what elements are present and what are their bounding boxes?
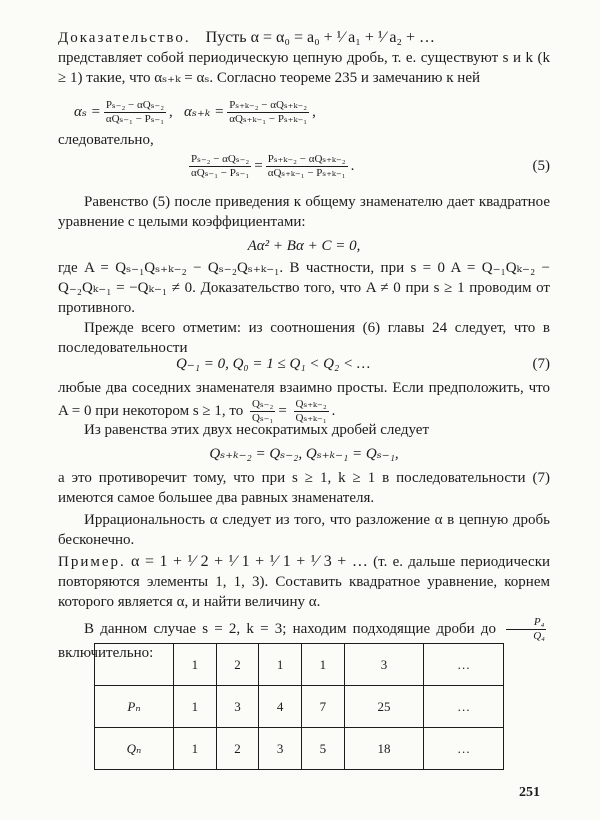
proof-paragraph-1: представляет собой периодическую цепную дробь, т. е. существуют s и k (k ≥ 1) такие, что αₛ₊ₖ = αₛ. Согласно теореме 235 и замечанию к ней (58, 50, 550, 86)
table-cell: 3 (344, 644, 424, 686)
equation-5: $\frac{\text{Pₛ₋₂ − αQₛ₋₂}}{\text{αQₛ₋₁ − Pₛ₋₁}}$ = $\frac{\text{Pₛ₊ₖ₋₂ − αQₛ₊ₖ₋₂}}{\text{αQₛ₊ₖ₋₁ − Pₛ₊ₖ₋₁}}$ . (5) (191, 152, 550, 179)
eq5-fraction-right (266, 153, 348, 180)
text6-numerator-left: Qₛ₋₂ (252, 398, 274, 410)
eq5-denominator-right: αQₛ₊ₖ₋₁ − Pₛ₊ₖ₋₁ (267, 166, 346, 179)
example-text-2-tail: включительно: (58, 645, 154, 661)
table-cell: 4 (259, 686, 302, 728)
table-cell: 5 (302, 728, 345, 770)
proof-paragraph-8: а это противоречит тому, что при s ≥ 1, k ≥ 1 в последовательности (7) имеются самое большее два равных знаменателя. (58, 470, 550, 506)
proof-paragraph-7: Из равенства этих двух несократимых дробей следует (84, 422, 429, 438)
eq1-right-denominator: αQₛ₊ₖ₋₁ − Pₛ₊ₖ₋₁ (229, 112, 308, 125)
eq5-numerator-left: Pₛ₋₂ − αQₛ₋₂ (191, 152, 250, 165)
proof-paragraph-9: Иррациональность α следует из того, что разложение α в цепную дробь бесконечно. (58, 512, 550, 548)
eq1-left-numerator: Pₛ₋₂ − αQₛ₋₂ (105, 98, 165, 111)
equation-7 (58, 352, 550, 376)
table-cell: 1 (174, 686, 217, 728)
table-cell: 1 (259, 644, 302, 686)
example-formula: α = 1 + ¹⁄ 2 + ¹⁄ 1 + ¹⁄ 1 + ¹⁄ 3 + … (131, 553, 368, 570)
table-cell: 2 (216, 728, 259, 770)
text6-denominator-left: Qₛ₋₁ (252, 412, 274, 424)
example-text-2: В данном случае s = 2, k = 3; находим подходящие дроби до (84, 620, 497, 637)
equation-alpha-s: αₛ = $\frac{\text{Pₛ₋₂ − αQₛ₋₂}}{\text{αQₛ₋₁ − Pₛ₋₁}}$ , αₛ₊ₖ = $\frac{\text{Pₛ₊ₖ₋₂ − αQₛ₊ₖ₋₂}}{\text{αQₛ₊ₖ₋₁ − Pₛ₊ₖ₋₁}}$ , (74, 98, 316, 125)
equal-denominators-text: Qₛ₊ₖ₋₂ = Qₛ₋₂, Qₛ₊ₖ₋₁ = Qₛ₋₁, (209, 446, 399, 462)
table-cell: … (424, 644, 504, 686)
eq5-fraction-left (189, 153, 251, 180)
table-header-row (95, 644, 504, 686)
quadratic-equation (58, 236, 550, 256)
example-paragraph (58, 552, 550, 612)
proof-paragraph-6: любые два соседних знаменателя взаимно просты. Если предположить, что A = 0 при некотором s ≥ 1, то $\frac{\text{Qₛ₋₂}}{\text{Qₛ₋₁}}$ = $\frac{\text{Qₛ₊ₖ₋₂}}{\text{Qₛ₊ₖ₋₁}}$ . (58, 380, 550, 424)
proof-paragraph-5: Прежде всего отметим: из соотношения (6) главы 24 следует, что в последовательности (58, 320, 550, 356)
p4-q4-fraction (505, 616, 547, 643)
equation-number-7: (7) (532, 356, 550, 372)
proof-heading: Доказательство. (58, 30, 191, 46)
table-cell: 1 (174, 728, 217, 770)
example-heading: Пример. (58, 554, 126, 570)
table-cell: 3 (216, 686, 259, 728)
eq5-denominator-left: αQₛ₋₁ − Pₛ₋₁ (191, 166, 250, 179)
equation-number-5: (5) (532, 158, 550, 174)
equal-denominators-equation (58, 444, 550, 464)
eq7-text: Q₋₁ = 0, Q₀ = 1 ≤ Q₁ < Q₂ < … (176, 356, 371, 372)
eq1-right-lhs: αₛ₊ₖ = (184, 104, 225, 120)
table-row-q (95, 728, 504, 770)
convergents-table (94, 643, 504, 770)
eq1-left-fraction (104, 99, 166, 126)
table-cell: 1 (174, 644, 217, 686)
table-cell: 25 (344, 686, 424, 728)
quadratic-equation-text: Aα² + Bα + C = 0, (247, 238, 361, 254)
p4-numerator: P₄ (506, 616, 547, 630)
proof-consequently: следовательно, (58, 132, 154, 148)
text6-denominator-right: Qₛ₊ₖ₋₁ (295, 412, 327, 424)
table-row-p (95, 686, 504, 728)
table-cell: 18 (344, 728, 424, 770)
eq1-right-numerator: Pₛ₊ₖ₋₂ − αQₛ₊ₖ₋₂ (229, 98, 308, 111)
table-row-label: Pₙ (95, 686, 174, 728)
table-cell: 1 (302, 644, 345, 686)
text6-numerator-right: Qₛ₊ₖ₋₂ (295, 398, 327, 410)
example-text: (т. е. дальше периодически повторяются элементы 1, 1, 3). Составить квадратное уравнение, корнем которого является α, и найти величину α. (58, 554, 551, 610)
table-cell: 7 (302, 686, 345, 728)
proof-first-line (58, 28, 550, 48)
eq5-numerator-right: Pₛ₊ₖ₋₂ − αQₛ₊ₖ₋₂ (267, 152, 346, 165)
eq1-left-lhs: αₛ = (74, 104, 101, 120)
table-cell: 3 (259, 728, 302, 770)
q4-denominator: Q₄ (533, 630, 546, 642)
table-row-label: Qₙ (95, 728, 174, 770)
table-cell: … (424, 686, 504, 728)
proof-paragraph-6-text: любые два соседних знаменателя взаимно просты. Если предположить, что A = 0 при некотором s ≥ 1, то (58, 380, 550, 419)
page-number: 251 (519, 785, 540, 800)
proof-cf-formula: Пусть α = α₀ = a₀ + ¹⁄ a₁ + ¹⁄ a₂ + … (205, 29, 436, 46)
proof-paragraph-3: Равенство (5) после приведения к общему знаменателю дает квадратное уравнение с целыми коэффициентами: (58, 194, 550, 230)
proof-paragraph-4: где A = Qₛ₋₁Qₛ₊ₖ₋₂ − Qₛ₋₂Qₛ₊ₖ₋₁. В частности, при s = 0 A = Q₋₁Qₖ₋₂ − Q₋₂Qₖ₋₁ = −Qₖ₋₁ ≠ 0. Доказательство того, что A ≠ 0 при s ≥ 1 проводим от противного. (58, 260, 550, 316)
table-cell (95, 644, 174, 686)
eq1-left-denominator: αQₛ₋₁ − Pₛ₋₁ (105, 112, 165, 125)
table-cell: 2 (216, 644, 259, 686)
table-cell: … (424, 728, 504, 770)
eq1-right-fraction (227, 99, 309, 126)
